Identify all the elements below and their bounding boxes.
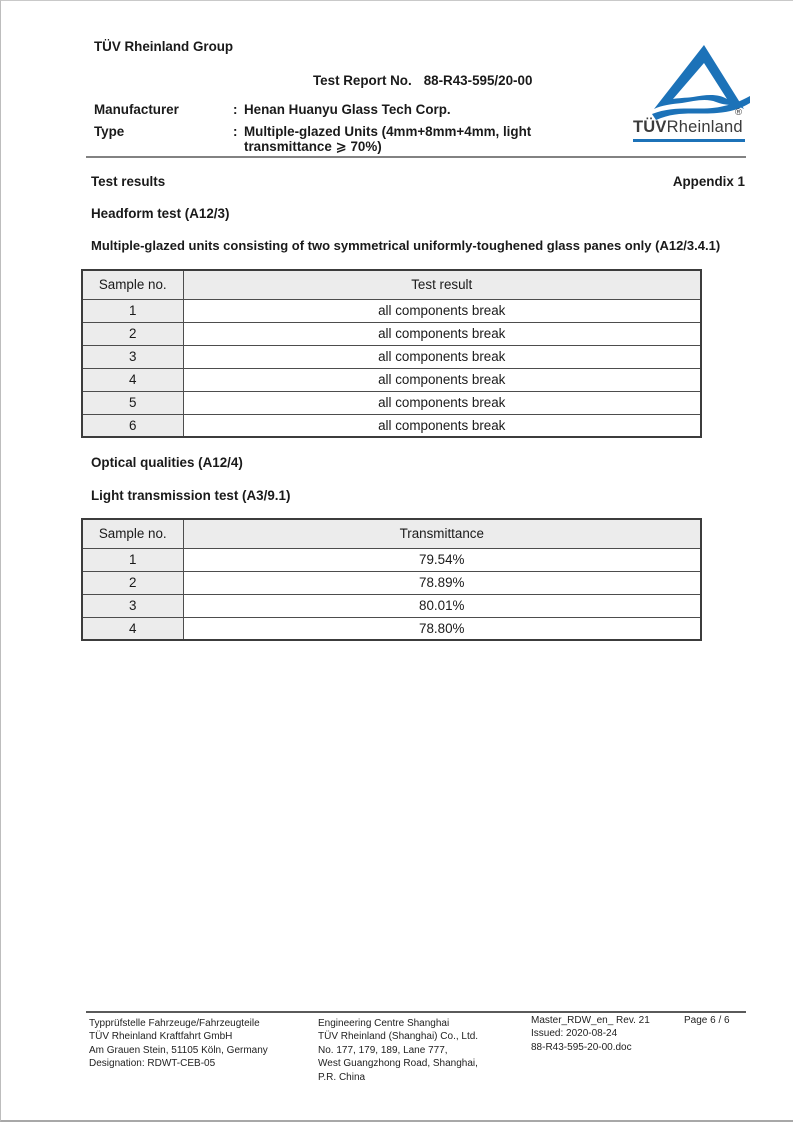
footer-line: Am Grauen Stein, 51105 Köln, Germany (89, 1044, 268, 1056)
table-row (82, 345, 701, 368)
sample-cell: 6 (82, 414, 183, 437)
sample-no-header: Sample no. (82, 519, 183, 548)
footer-line: Typprüfstelle Fahrzeuge/Fahrzeugteile (89, 1018, 260, 1029)
headform-results-table (81, 269, 702, 438)
sample-cell: 5 (82, 391, 183, 414)
wordmark-rheinland: Rheinland (666, 118, 743, 136)
registered-trademark: ® (735, 107, 742, 118)
sample-no-header: Sample no. (82, 270, 183, 299)
table-row (82, 391, 701, 414)
transmission-results-table (81, 518, 702, 641)
wordmark-tuv: TÜV (633, 118, 667, 136)
table-row (82, 571, 701, 594)
transmittance-cell: 78.80% (183, 617, 701, 640)
result-cell: all components break (183, 322, 701, 345)
footer-line: West Guangzhong Road, Shanghai, (318, 1058, 478, 1070)
footer-line: P.R. China (318, 1071, 366, 1083)
result-cell: all components break (183, 345, 701, 368)
optical-qualities-heading: Optical qualities (A12/4) (91, 455, 243, 470)
footer-line: 88-R43-595-20-00.doc (531, 1041, 632, 1053)
header-divider (86, 156, 746, 158)
footer-address-germany (89, 1017, 268, 1071)
test-results-title: Test results (91, 174, 166, 189)
type-value-line1: Multiple-glazed Units (4mm+8mm+4mm, light (244, 124, 532, 139)
footer-line: TÜV Rheinland Kraftfahrt GmbH (89, 1031, 233, 1043)
footer-line: Issued: 2020-08-24 (531, 1028, 618, 1040)
result-cell: all components break (183, 414, 701, 437)
sample-cell: 2 (82, 322, 183, 345)
sample-cell: 4 (82, 617, 183, 640)
footer-divider (86, 1011, 746, 1013)
tuv-rheinland-wordmark (633, 118, 743, 137)
transmittance-cell: 78.89% (183, 571, 701, 594)
type-value (244, 124, 531, 155)
sample-cell: 1 (82, 548, 183, 571)
footer-line: Designation: RDWT-CEB-05 (89, 1058, 216, 1070)
headform-test-subheading: Multiple-glazed units consisting of two symmetrical uniformly-toughened glass panes only (A12/3.4.1) (91, 238, 721, 253)
sample-cell: 1 (82, 299, 183, 322)
page-indicator: Page 6 / 6 (684, 1015, 730, 1026)
headform-test-heading: Headform test (A12/3) (91, 206, 230, 221)
appendix-label: Appendix 1 (672, 174, 745, 189)
table-row (82, 617, 701, 640)
table-row (82, 414, 701, 437)
logo-underline (633, 139, 745, 142)
report-number-value: 88-R43-595/20-00 (423, 73, 533, 88)
light-transmission-heading: Light transmission test (A3/9.1) (91, 488, 291, 503)
table-row (82, 322, 701, 345)
manufacturer-label: Manufacturer (94, 102, 179, 117)
type-colon: : (233, 124, 238, 139)
report-number-line (313, 73, 532, 88)
sample-cell: 2 (82, 571, 183, 594)
footer-line: No. 177, 179, 189, Lane 777, (318, 1044, 448, 1056)
footer-line: TÜV Rheinland (Shanghai) Co., Ltd. (318, 1031, 479, 1043)
table-row (82, 548, 701, 571)
result-cell: all components break (183, 391, 701, 414)
footer-line: Engineering Centre Shanghai (318, 1018, 450, 1029)
table-row (82, 299, 701, 322)
table-header-row (82, 270, 701, 299)
sample-cell: 4 (82, 368, 183, 391)
sample-cell: 3 (82, 345, 183, 368)
manufacturer-value: Henan Huanyu Glass Tech Corp. (244, 102, 451, 117)
type-label: Type (94, 124, 125, 139)
transmittance-cell: 80.01% (183, 594, 701, 617)
footer-document-info (531, 1014, 650, 1054)
table-row (82, 368, 701, 391)
report-number-label: Test Report No. (313, 73, 412, 88)
type-value-line2: transmittance ⩾ 70%) (244, 139, 382, 154)
footer-line: Master_RDW_en_ Rev. 21 (531, 1015, 650, 1026)
sample-cell: 3 (82, 594, 183, 617)
transmittance-cell: 79.54% (183, 548, 701, 571)
manufacturer-colon: : (233, 102, 238, 117)
table-header-row (82, 519, 701, 548)
result-cell: all components break (183, 299, 701, 322)
transmittance-header: Transmittance (183, 519, 701, 548)
table-row (82, 594, 701, 617)
test-result-header: Test result (183, 270, 701, 299)
company-name: TÜV Rheinland Group (94, 39, 234, 54)
footer-address-shanghai (318, 1017, 478, 1084)
result-cell: all components break (183, 368, 701, 391)
